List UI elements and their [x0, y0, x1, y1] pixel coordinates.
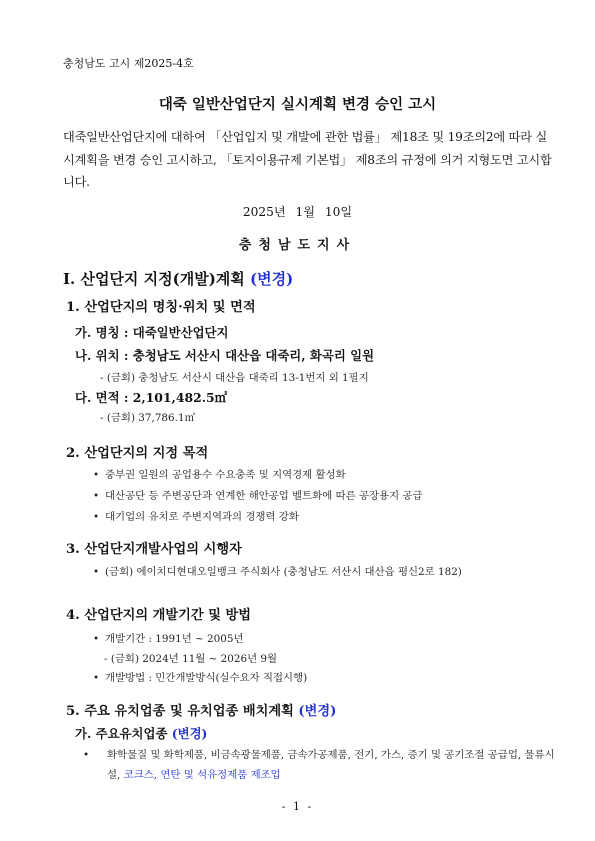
section-1-title: Ⅰ. 산업단지 지정(개발)계획: [63, 270, 251, 288]
item-2-bullet: • 대기업의 유치로 주변지역과의 경쟁력 강화: [93, 511, 299, 523]
item-2-bullet-text: 대산공단 등 주변공단과 연계한 해안공업 벨트화에 따른 공장용지 공급: [105, 490, 423, 502]
item-5-sub-change-tag: (변경): [171, 726, 208, 741]
notice-number: 충청남도 고시 제2025-4호: [63, 57, 194, 70]
item-3-heading: 3. 산업단지개발사업의 시행자: [66, 542, 242, 557]
item-1-location-detail: - (금회) 충청남도 서산시 대산읍 대죽리 13-1번지 외 1필지: [100, 372, 369, 384]
item-2-bullet: • 대산공단 등 주변공단과 연계한 해안공업 벨트화에 따른 공장용지 공급: [93, 490, 423, 502]
item-4-method: • 개발방법 : 민간개발방식(실수요자 직접시행): [93, 672, 308, 684]
industries-plain: 화학물질 및 화학제품, 비금속광물제품, 금속가공제품, 전기, 가스, 증기 및 공기조절 공급업, 물류시설,: [107, 749, 555, 781]
item-2-bullet: • 중부권 일원의 공업용수 수요충족 및 지역경제 활성화: [93, 469, 346, 481]
item-5-subheading: [75, 724, 207, 742]
item-1-area: 다. 면적 : 2,101,482.5㎡: [75, 390, 228, 405]
item-2-bullet-text: 대기업의 유치로 주변지역과의 경쟁력 강화: [105, 511, 299, 523]
notice-title: 대죽 일반산업단지 실시계획 변경 승인 고시: [158, 96, 437, 113]
item-5-heading: [66, 700, 336, 719]
item-1-area-detail: - (금회) 37,786.1㎡: [100, 412, 195, 424]
intro-paragraph: 대죽일반산업단지에 대하여 「산업입지 및 개발에 관한 법률」 제18조 및 19조의2에 따라 실시계획을 변경 승인 고시하고, 「토지이용규제 기본법」 제8조의 규정에 의거 지형도면 고시합니다.: [63, 130, 552, 189]
item-2-heading: 2. 산업단지의 지정 목적: [66, 446, 209, 461]
section-1-change-tag: (변경): [250, 270, 294, 288]
industries-changed: 코크스, 연탄 및 석유정제품 제조업: [123, 769, 281, 781]
item-4-period-detail: - (금회) 2024년 11월 ~ 2026년 9월: [104, 653, 278, 665]
item-4-method-text: 개발방법 : 민간개발방식(실수요자 직접시행): [105, 672, 308, 684]
item-3-bullet-text: (금회) 에이치디현대오일뱅크 주식회사 (충청남도 서산시 대산읍 평신2로 182): [105, 566, 462, 578]
item-1-name: 가. 명칭 : 대죽일반산업단지: [75, 325, 229, 340]
item-1-location: 나. 위치 : 충청남도 서산시 대산읍 대죽리, 화곡리 일원: [75, 348, 375, 363]
item-1-heading: 1. 산업단지의 명칭·위치 및 면적: [66, 300, 256, 315]
issuer-name: 충청남도지사: [238, 238, 357, 253]
item-4-period: • 개발기간 : 1991년 ~ 2005년: [93, 633, 244, 645]
notice-date: 2025년 1월 10일: [242, 205, 353, 219]
page-number: - 1 -: [281, 800, 314, 813]
item-2-bullet-text: 중부권 일원의 공업용수 수요충족 및 지역경제 활성화: [105, 469, 346, 481]
item-5-sub-title: 가. 주요유치업종: [75, 726, 172, 741]
item-5-title: 5. 주요 유치업종 및 유치업종 배치계획: [66, 704, 299, 719]
item-5-industries: • 화학물질 및 화학제품, 비금속광물제품, 금속가공제품, 전기, 가스, 증기 및 공기조절 공급업, 물류시설, 코크스, 연탄 및 석유정제품 제조업: [83, 749, 555, 781]
item-3-bullet: • (금회) 에이치디현대오일뱅크 주식회사 (충청남도 서산시 대산읍 평신2로 182): [93, 566, 462, 578]
item-4-period-text: 개발기간 : 1991년 ~ 2005년: [105, 633, 244, 645]
item-4-heading: 4. 산업단지의 개발기간 및 방법: [66, 608, 252, 623]
section-1-heading: [63, 268, 293, 289]
item-5-change-tag: (변경): [298, 704, 337, 719]
